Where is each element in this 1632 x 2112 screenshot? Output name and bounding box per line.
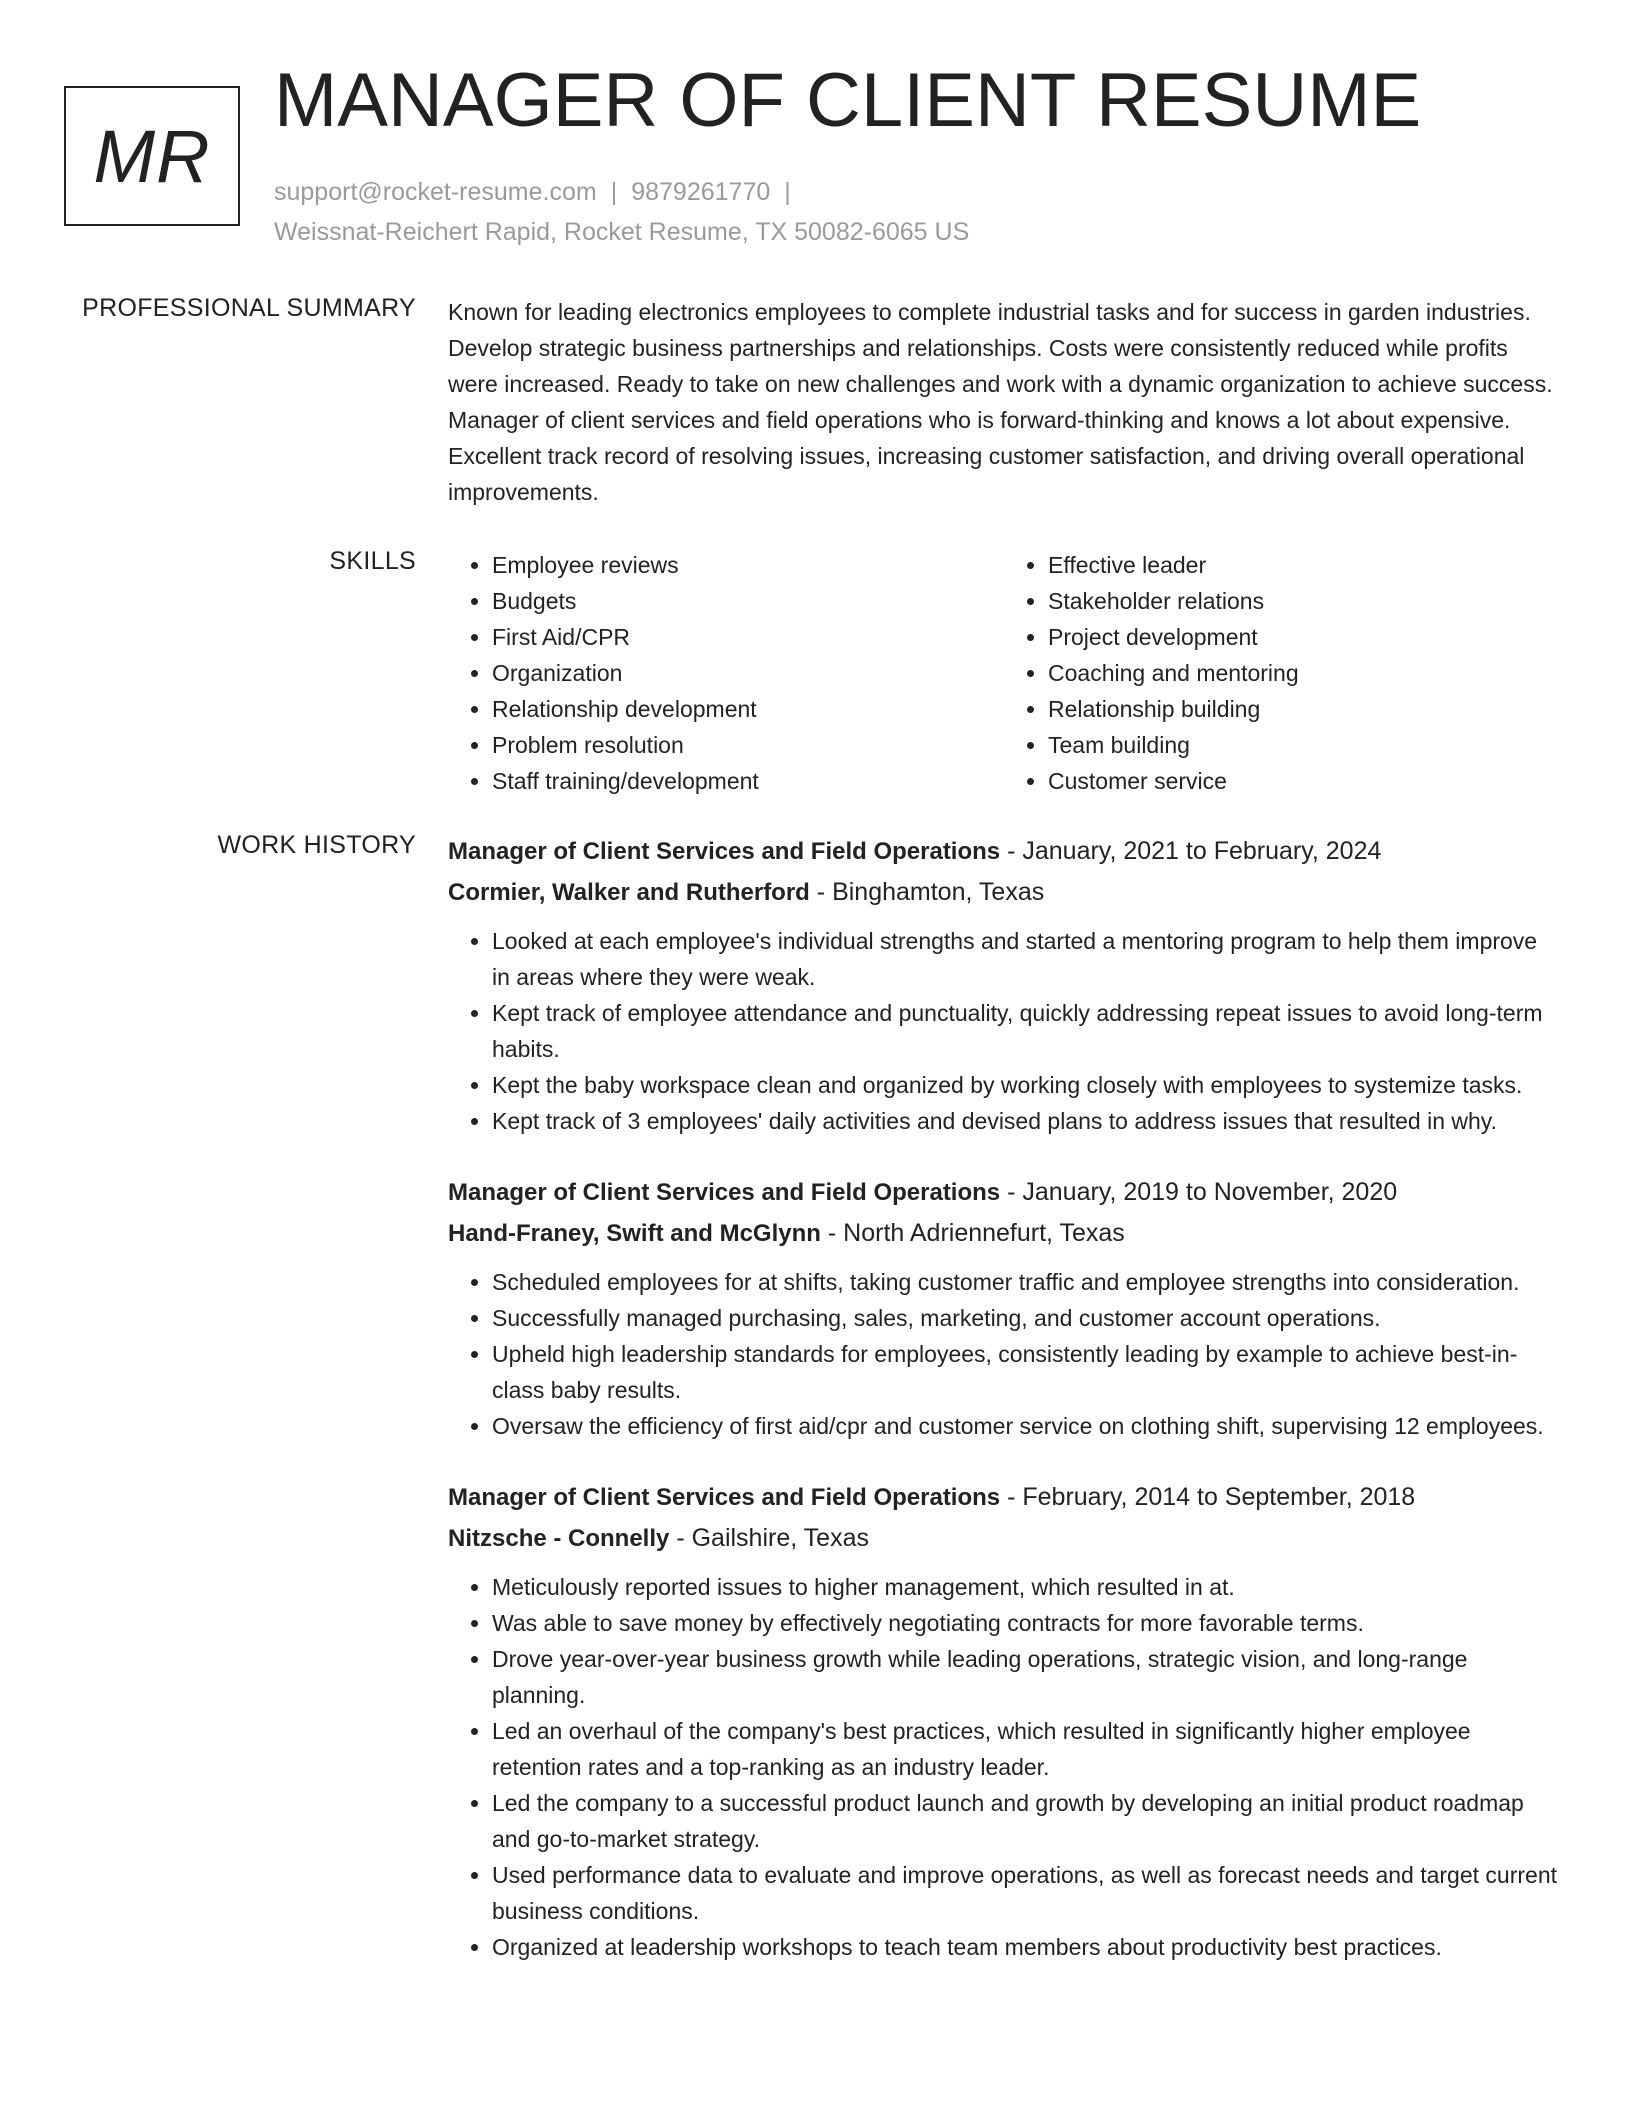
job-title: Manager of Client Services and Field Operations	[448, 1179, 1001, 1206]
job-location: - Gailshire, Texas	[676, 1524, 869, 1552]
job-entry	[448, 831, 1560, 1139]
job-bullets	[448, 1264, 1560, 1444]
skill-item: • Relationship development	[492, 691, 1004, 727]
skill-item: • Relationship building	[1048, 691, 1560, 727]
summary-body	[448, 294, 1560, 510]
job-bullet: • Upheld high leadership standards for employees, consistently leading by example to achieve best-in-class baby results.	[492, 1336, 1560, 1408]
contact-separator: |	[610, 178, 618, 206]
skill-item: • First Aid/CPR	[492, 619, 1004, 655]
summary-text: Known for leading electronics employees to complete industrial tasks and for success in garden industries. Develop strategic business partnerships and relationships. Costs were consistently reduced while profits were increased. Ready to take on new challenges and work with a dynamic organization to achieve success. Manager of client services and field operations who is forward-thinking and knows a lot about expensive. Excellent track record of resolving issues, increasing customer satisfaction, and driving overall operational improvements.	[448, 299, 1553, 505]
job-title-line	[448, 831, 1560, 872]
job-bullets	[448, 923, 1560, 1139]
job-bullet: • Led an overhaul of the company's best practices, which resulted in significantly higher employee retention rates and a top-ranking as an industry leader.	[492, 1713, 1560, 1785]
summary-heading: PROFESSIONAL SUMMARY	[82, 294, 416, 322]
job-title-line	[448, 1477, 1560, 1518]
job-bullet: • Used performance data to evaluate and improve operations, as well as forecast needs and target current business conditions.	[492, 1857, 1560, 1929]
skills-heading: SKILLS	[329, 547, 416, 575]
job-company: Nitzsche - Connelly	[448, 1525, 670, 1552]
skills-body	[448, 547, 1560, 799]
job-bullet: • Kept the baby workspace clean and organized by working closely with employees to systemize tasks.	[492, 1067, 1560, 1103]
skills-grid	[448, 547, 1560, 799]
job-bullet: • Oversaw the efficiency of first aid/cpr and customer service on clothing shift, supervising 12 employees.	[492, 1408, 1560, 1444]
job-bullet: • Was able to save money by effectively negotiating contracts for more favorable terms.	[492, 1605, 1560, 1641]
job-bullets	[448, 1569, 1560, 1965]
job-dates: - January, 2021 to February, 2024	[1007, 837, 1382, 865]
job-bullet: • Kept track of employee attendance and punctuality, quickly addressing repeat issues to avoid long-term habits.	[492, 995, 1560, 1067]
job-dates: - February, 2014 to September, 2018	[1007, 1483, 1416, 1511]
skill-item: • Stakeholder relations	[1048, 583, 1560, 619]
contact-address: Weissnat-Reichert Rapid, Rocket Resume, TX 50082-6065 US	[274, 218, 970, 246]
job-company-line	[448, 1518, 1560, 1559]
skill-item: • Employee reviews	[492, 547, 1004, 583]
contact-phone[interactable]: 9879261770	[631, 178, 771, 206]
job-title-line	[448, 1172, 1560, 1213]
contact-separator: |	[784, 178, 791, 206]
skill-item: • Team building	[1048, 727, 1560, 763]
work-history-heading: WORK HISTORY	[217, 831, 416, 859]
skill-item: • Project development	[1048, 619, 1560, 655]
job-bullet: • Successfully managed purchasing, sales, marketing, and customer account operations.	[492, 1300, 1560, 1336]
job-location: - North Adriennefurt, Texas	[827, 1219, 1125, 1247]
skill-item: • Coaching and mentoring	[1048, 655, 1560, 691]
job-bullet: • Drove year-over-year business growth while leading operations, strategic vision, and long-range planning.	[492, 1641, 1560, 1713]
work-history-body	[448, 831, 1560, 1965]
job-location: - Binghamton, Texas	[816, 878, 1045, 906]
job-title: Manager of Client Services and Field Operations	[448, 838, 1001, 865]
job-entry	[448, 1172, 1560, 1444]
contact-info	[274, 172, 1524, 252]
job-company: Cormier, Walker and Rutherford	[448, 879, 810, 906]
job-bullet: • Led the company to a successful product launch and growth by developing an initial product roadmap and go-to-market strategy.	[492, 1785, 1560, 1857]
job-company: Hand-Franey, Swift and McGlynn	[448, 1220, 821, 1247]
skill-item: • Customer service	[1048, 763, 1560, 799]
skill-item: • Staff training/development	[492, 763, 1004, 799]
monogram-badge: MR	[64, 86, 240, 226]
job-dates: - January, 2019 to November, 2020	[1007, 1178, 1398, 1206]
job-bullet: • Meticulously reported issues to higher management, which resulted in at.	[492, 1569, 1560, 1605]
contact-email[interactable]: support@rocket-resume.com	[274, 178, 597, 206]
job-bullet: • Organized at leadership workshops to teach team members about productivity best practices.	[492, 1929, 1560, 1965]
resume-title: MANAGER OF CLIENT RESUME	[274, 58, 1422, 143]
job-company-line	[448, 1213, 1560, 1254]
skills-left-list	[448, 547, 1004, 799]
skill-item: • Budgets	[492, 583, 1004, 619]
job-bullet: • Kept track of 3 employees' daily activities and devised plans to address issues that resulted in why.	[492, 1103, 1560, 1139]
skill-item: • Organization	[492, 655, 1004, 691]
job-bullet: • Scheduled employees for at shifts, taking customer traffic and employee strengths into consideration.	[492, 1264, 1560, 1300]
job-bullet: • Looked at each employee's individual strengths and started a mentoring program to help them improve in areas where they were weak.	[492, 923, 1560, 995]
job-company-line	[448, 872, 1560, 913]
job-entry	[448, 1477, 1560, 1965]
skill-item: • Problem resolution	[492, 727, 1004, 763]
skills-right-list	[1004, 547, 1560, 799]
skill-item: • Effective leader	[1048, 547, 1560, 583]
job-title: Manager of Client Services and Field Operations	[448, 1484, 1001, 1511]
